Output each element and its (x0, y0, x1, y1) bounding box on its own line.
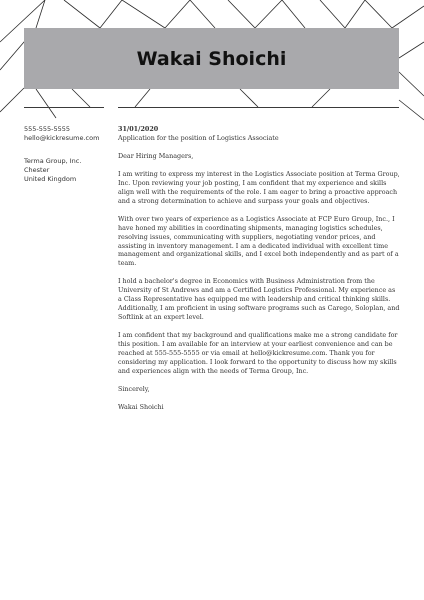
content-divider (118, 107, 399, 108)
email-address: hello@kickresume.com (24, 134, 100, 142)
letter-signature: Wakai Shoichi (118, 402, 164, 411)
applicant-name: Wakai Shoichi (136, 47, 287, 70)
letter-closing: Sincerely, (118, 384, 150, 393)
paragraph: I hold a bachelor's degree in Economics with Business Administration from the University of St Andrews and am a Certified Logistics Professional. My experience as a Class Representative has equipped me with leadership and critical thinking skills. Additionally, I am proficient in using software programs such as Carego, Soloplan, and Softlink at an expert level. (118, 277, 400, 322)
recipient-company: Terma Group, Inc. (24, 157, 82, 165)
paragraph: With over two years of experience as a Logistics Associate at FCP Euro Group, Inc., I have honed my abilities in coordinating shipments, managing logistics schedules, resolving issues, communicating with suppliers, negotiating vendor prices, and assisting in inventory management. I am a dedicated individual with excellent time management and organizational skills, and I excel both independently and as part of a team. (118, 214, 399, 268)
letter-body (118, 125, 400, 412)
header-band (24, 28, 399, 89)
letter-greeting: Dear Hiring Managers, (118, 151, 194, 160)
letter-subject: Application for the position of Logistics Associate (118, 133, 279, 142)
letter-date: 31/01/2020 (118, 125, 159, 133)
paragraph: I am confident that my background and qualifications make me a strong candidate for this position. I am available for an interview at your earliest convenience and can be reached at 555-555-5555 or via email at hello@kickresume.com. Thank you for considering my application. I look forward to the opportunity to discuss how my skills and experiences align with the needs of Terma Group, Inc. (118, 331, 398, 375)
sidebar-divider (24, 107, 104, 108)
contact-sidebar (24, 125, 114, 184)
recipient-country: United Kingdom (24, 175, 77, 183)
phone-number: 555-555-5555 (24, 125, 71, 133)
paragraph: I am writing to express my interest in the Logistics Associate position at Terma Group, Inc. Upon reviewing your job posting, I am confident that my experience and skills align well with the requirements of the role. I am eager to bring a proactive approach and a strong determination to achieve and surpass your goals and objectives. (118, 169, 400, 205)
recipient-city: Chester (24, 166, 50, 174)
